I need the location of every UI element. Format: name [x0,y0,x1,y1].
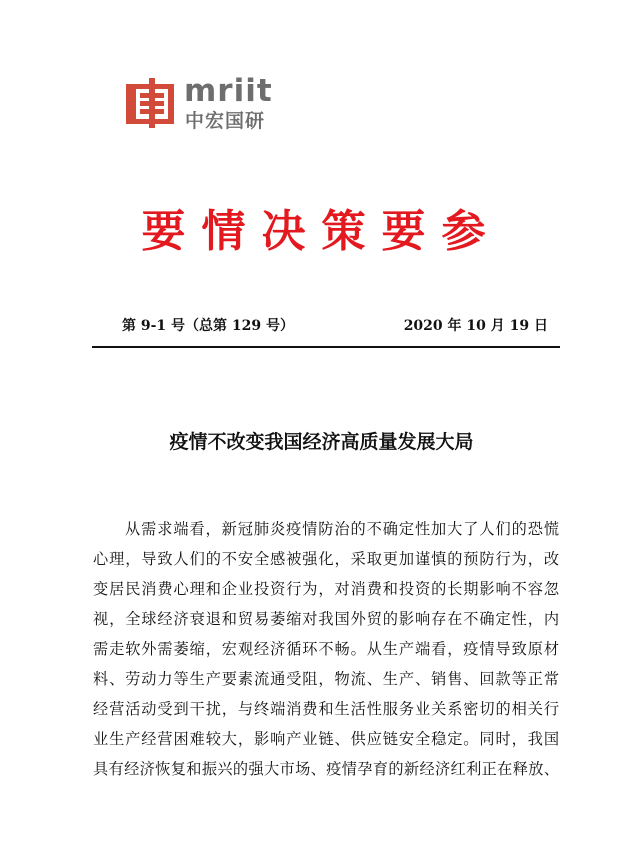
body-line: 变居民消费心理和企业投资行为，对消费和投资的长期影响不容忽 [93,580,559,598]
masthead-title: 要情决策要参 [141,206,502,257]
header-divider [92,346,560,348]
logo-text-cn: 中宏国研 [185,110,266,132]
body-line: 从需求端看，新冠肺炎疫情防治的不确定性加大了人们的恐慌 [125,520,559,538]
body-line: 具有经济恢复和振兴的强大市场、疫情孕育的新经济红利正在释放、 [93,760,559,778]
mriit-logo-mark-icon [126,76,178,130]
body-line: 料、劳动力等生产要素流通受阻，物流、生产、销售、回款等正常 [93,670,559,688]
body-line: 经营活动受到干扰，与终端消费和生活性服务业关系密切的相关行 [93,700,559,718]
logo-text-en: mriit [184,73,273,109]
body-line: 业生产经营困难较大，影响产业链、供应链安全稳定。同时，我国 [93,730,559,748]
issue-number: 第 9-1 号（总第 129 号） [122,318,295,334]
article-title: 疫情不改变我国经济高质量发展大局 [169,431,474,453]
body-line: 需走软外需萎缩，宏观经济循环不畅。从生产端看，疫情导致原材 [93,640,559,658]
mriit-logo [126,72,286,134]
article-body [93,514,559,784]
issue-date: 2020 年 10 月 19 日 [403,318,548,334]
body-line: 视，全球经济衰退和贸易萎缩对我国外贸的影响存在不确定性，内 [93,610,559,628]
body-line: 心理，导致人们的不安全感被强化，采取更加谨慎的预防行为，改 [93,550,559,568]
